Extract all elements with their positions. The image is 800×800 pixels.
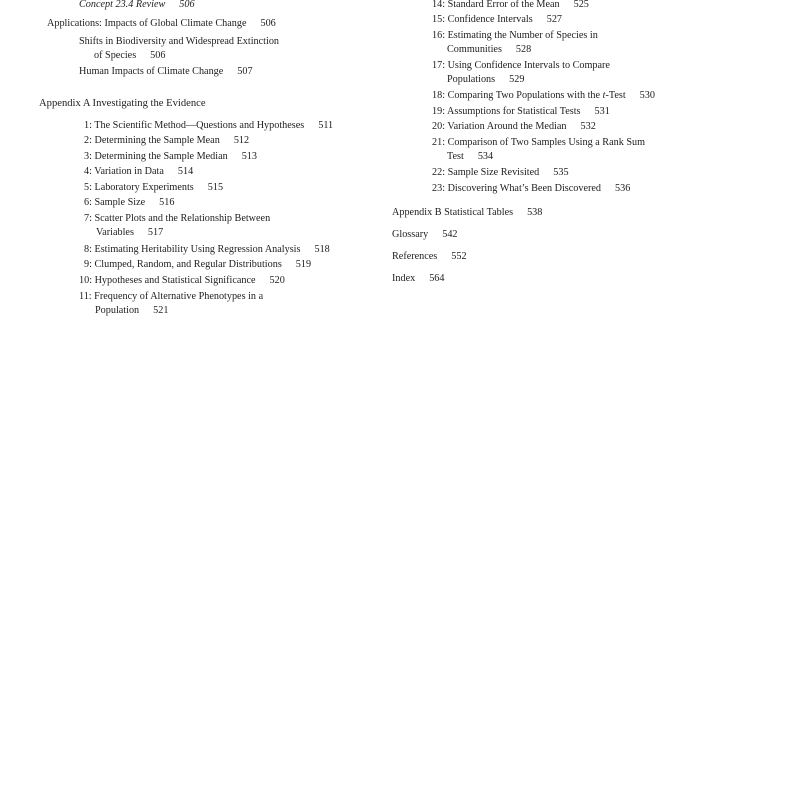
entry-title: Glossary xyxy=(392,229,429,240)
entry-page: 512 xyxy=(233,135,250,146)
entry-page: 517 xyxy=(147,227,164,238)
toc-item xyxy=(432,182,630,196)
entry-title-line2-wrap xyxy=(84,226,270,240)
entry-page: 525 xyxy=(573,0,589,10)
entry-title: Index xyxy=(392,273,416,284)
entry-page: 534 xyxy=(477,151,494,162)
entry-page: 564 xyxy=(429,273,445,284)
entry-page: 529 xyxy=(509,74,525,85)
entry-page: 521 xyxy=(153,305,169,316)
toc-item xyxy=(84,196,174,210)
toc-entry-references xyxy=(392,250,467,264)
toc-item xyxy=(79,290,263,318)
entry-page: 519 xyxy=(295,259,312,270)
entry-title: 23: Discovering What’s Been Discovered xyxy=(432,183,601,194)
entry-title-line2-wrap xyxy=(432,73,610,87)
entry-title-line2: Population xyxy=(95,305,140,316)
entry-title: 5: Laboratory Experiments xyxy=(84,182,194,193)
toc-item xyxy=(432,166,569,180)
entry-title-line2-wrap xyxy=(79,304,263,318)
entry-page: 506 xyxy=(260,18,276,29)
toc-item xyxy=(84,134,249,148)
entry-title-line1: 11: Frequency of Alternative Phenotypes in a xyxy=(79,291,264,302)
entry-page: 516 xyxy=(159,197,175,208)
entry-page: 506 xyxy=(150,50,166,61)
toc-item xyxy=(84,212,270,240)
toc-entry-concept-review xyxy=(79,0,195,12)
entry-title: Applications: Impacts of Global Climate Change xyxy=(47,18,247,29)
entry-title-line2: Test xyxy=(447,151,464,162)
entry-page: 513 xyxy=(241,151,258,162)
entry-page: 535 xyxy=(553,167,569,178)
entry-title-line2-wrap xyxy=(432,150,645,164)
entry-title: 15: Confidence Intervals xyxy=(432,14,533,25)
entry-title: 22: Sample Size Revisited xyxy=(432,167,540,178)
entry-title: Concept 23.4 Review xyxy=(79,0,166,10)
entry-page: 531 xyxy=(594,106,610,117)
toc-item xyxy=(432,13,562,27)
entry-title: 6: Sample Size xyxy=(84,197,146,208)
entry-title-italic: t xyxy=(602,90,606,101)
entry-title: 14: Standard Error of the Mean xyxy=(432,0,560,10)
toc-item xyxy=(84,181,223,195)
toc-entry-human-impacts xyxy=(79,65,253,79)
entry-page: 552 xyxy=(451,251,467,262)
entry-title: 3: Determining the Sample Median xyxy=(84,151,228,162)
entry-page: 538 xyxy=(527,207,543,218)
entry-title: 4: Variation in Data xyxy=(84,166,164,177)
toc-item xyxy=(84,150,257,164)
entry-page: 528 xyxy=(515,44,532,55)
toc-entry-index xyxy=(392,272,444,286)
toc-entry-applications xyxy=(47,17,276,31)
entry-title-line1: 21: Comparison of Two Samples Using a Rank Sum xyxy=(432,137,646,148)
entry-page: 542 xyxy=(442,229,458,240)
entry-title: Human Impacts of Climate Change xyxy=(79,66,224,77)
entry-page: 530 xyxy=(639,90,655,101)
entry-title-line2: Communities xyxy=(447,44,502,55)
toc-item xyxy=(432,59,610,87)
entry-title: Appendix A Investigating the Evidence xyxy=(39,98,206,109)
toc-item xyxy=(432,0,589,12)
entry-title: 20: Variation Around the Median xyxy=(432,121,567,132)
entry-title: 2: Determining the Sample Mean xyxy=(84,135,220,146)
entry-title-line2: Populations xyxy=(447,74,496,85)
entry-page: 515 xyxy=(207,182,224,193)
toc-item xyxy=(432,136,645,164)
entry-title: 19: Assumptions for Statistical Tests xyxy=(432,106,581,117)
entry-page: 532 xyxy=(580,121,596,132)
toc-item xyxy=(432,105,610,119)
entry-title-line2-wrap xyxy=(432,43,598,57)
entry-page: 514 xyxy=(177,166,194,177)
entry-title-line2: Variables xyxy=(96,227,134,238)
entry-page: 511 xyxy=(318,120,334,131)
toc-entry-glossary xyxy=(392,228,458,242)
entry-title-line1: 7: Scatter Plots and the Relationship Between xyxy=(84,213,271,224)
toc-item xyxy=(432,89,655,103)
entry-page: 527 xyxy=(546,14,562,25)
toc-item xyxy=(432,120,596,134)
toc-entry-appendix-b xyxy=(392,206,542,220)
entry-title-line2: of Species xyxy=(94,50,137,61)
entry-title: 8: Estimating Heritability Using Regression Analysis xyxy=(84,244,301,255)
entry-title: References xyxy=(392,251,438,262)
entry-title: 10: Hypotheses and Statistical Significance xyxy=(79,275,256,286)
entry-page: 506 xyxy=(179,0,195,10)
entry-title-line2-wrap xyxy=(79,49,279,63)
entry-page: 520 xyxy=(269,275,285,286)
toc-entry-shifts xyxy=(79,35,279,63)
toc-item xyxy=(84,258,311,272)
entry-title: 1: The Scientific Method—Questions and Hypotheses xyxy=(84,120,305,131)
entry-title-line1: 16: Estimating the Number of Species in xyxy=(432,30,598,41)
entry-title: Appendix B Statistical Tables xyxy=(392,207,514,218)
entry-page: 507 xyxy=(237,66,253,77)
entry-title-line1: 17: Using Confidence Intervals to Compare xyxy=(432,60,610,71)
toc-item xyxy=(79,274,285,288)
entry-title: 9: Clumped, Random, and Regular Distributions xyxy=(84,259,282,270)
toc-item xyxy=(84,243,330,257)
toc-item xyxy=(84,165,193,179)
toc-item xyxy=(432,29,598,57)
entry-title-a: 18: Comparing Two Populations with the xyxy=(432,90,603,101)
entry-page: 536 xyxy=(615,183,631,194)
toc-heading-appendix-a xyxy=(39,97,206,111)
entry-page: 518 xyxy=(314,244,330,255)
entry-title-b: -Test xyxy=(605,90,626,101)
entry-title-line1: Shifts in Biodiversity and Widespread Extinction xyxy=(79,36,280,47)
toc-item xyxy=(84,119,333,133)
